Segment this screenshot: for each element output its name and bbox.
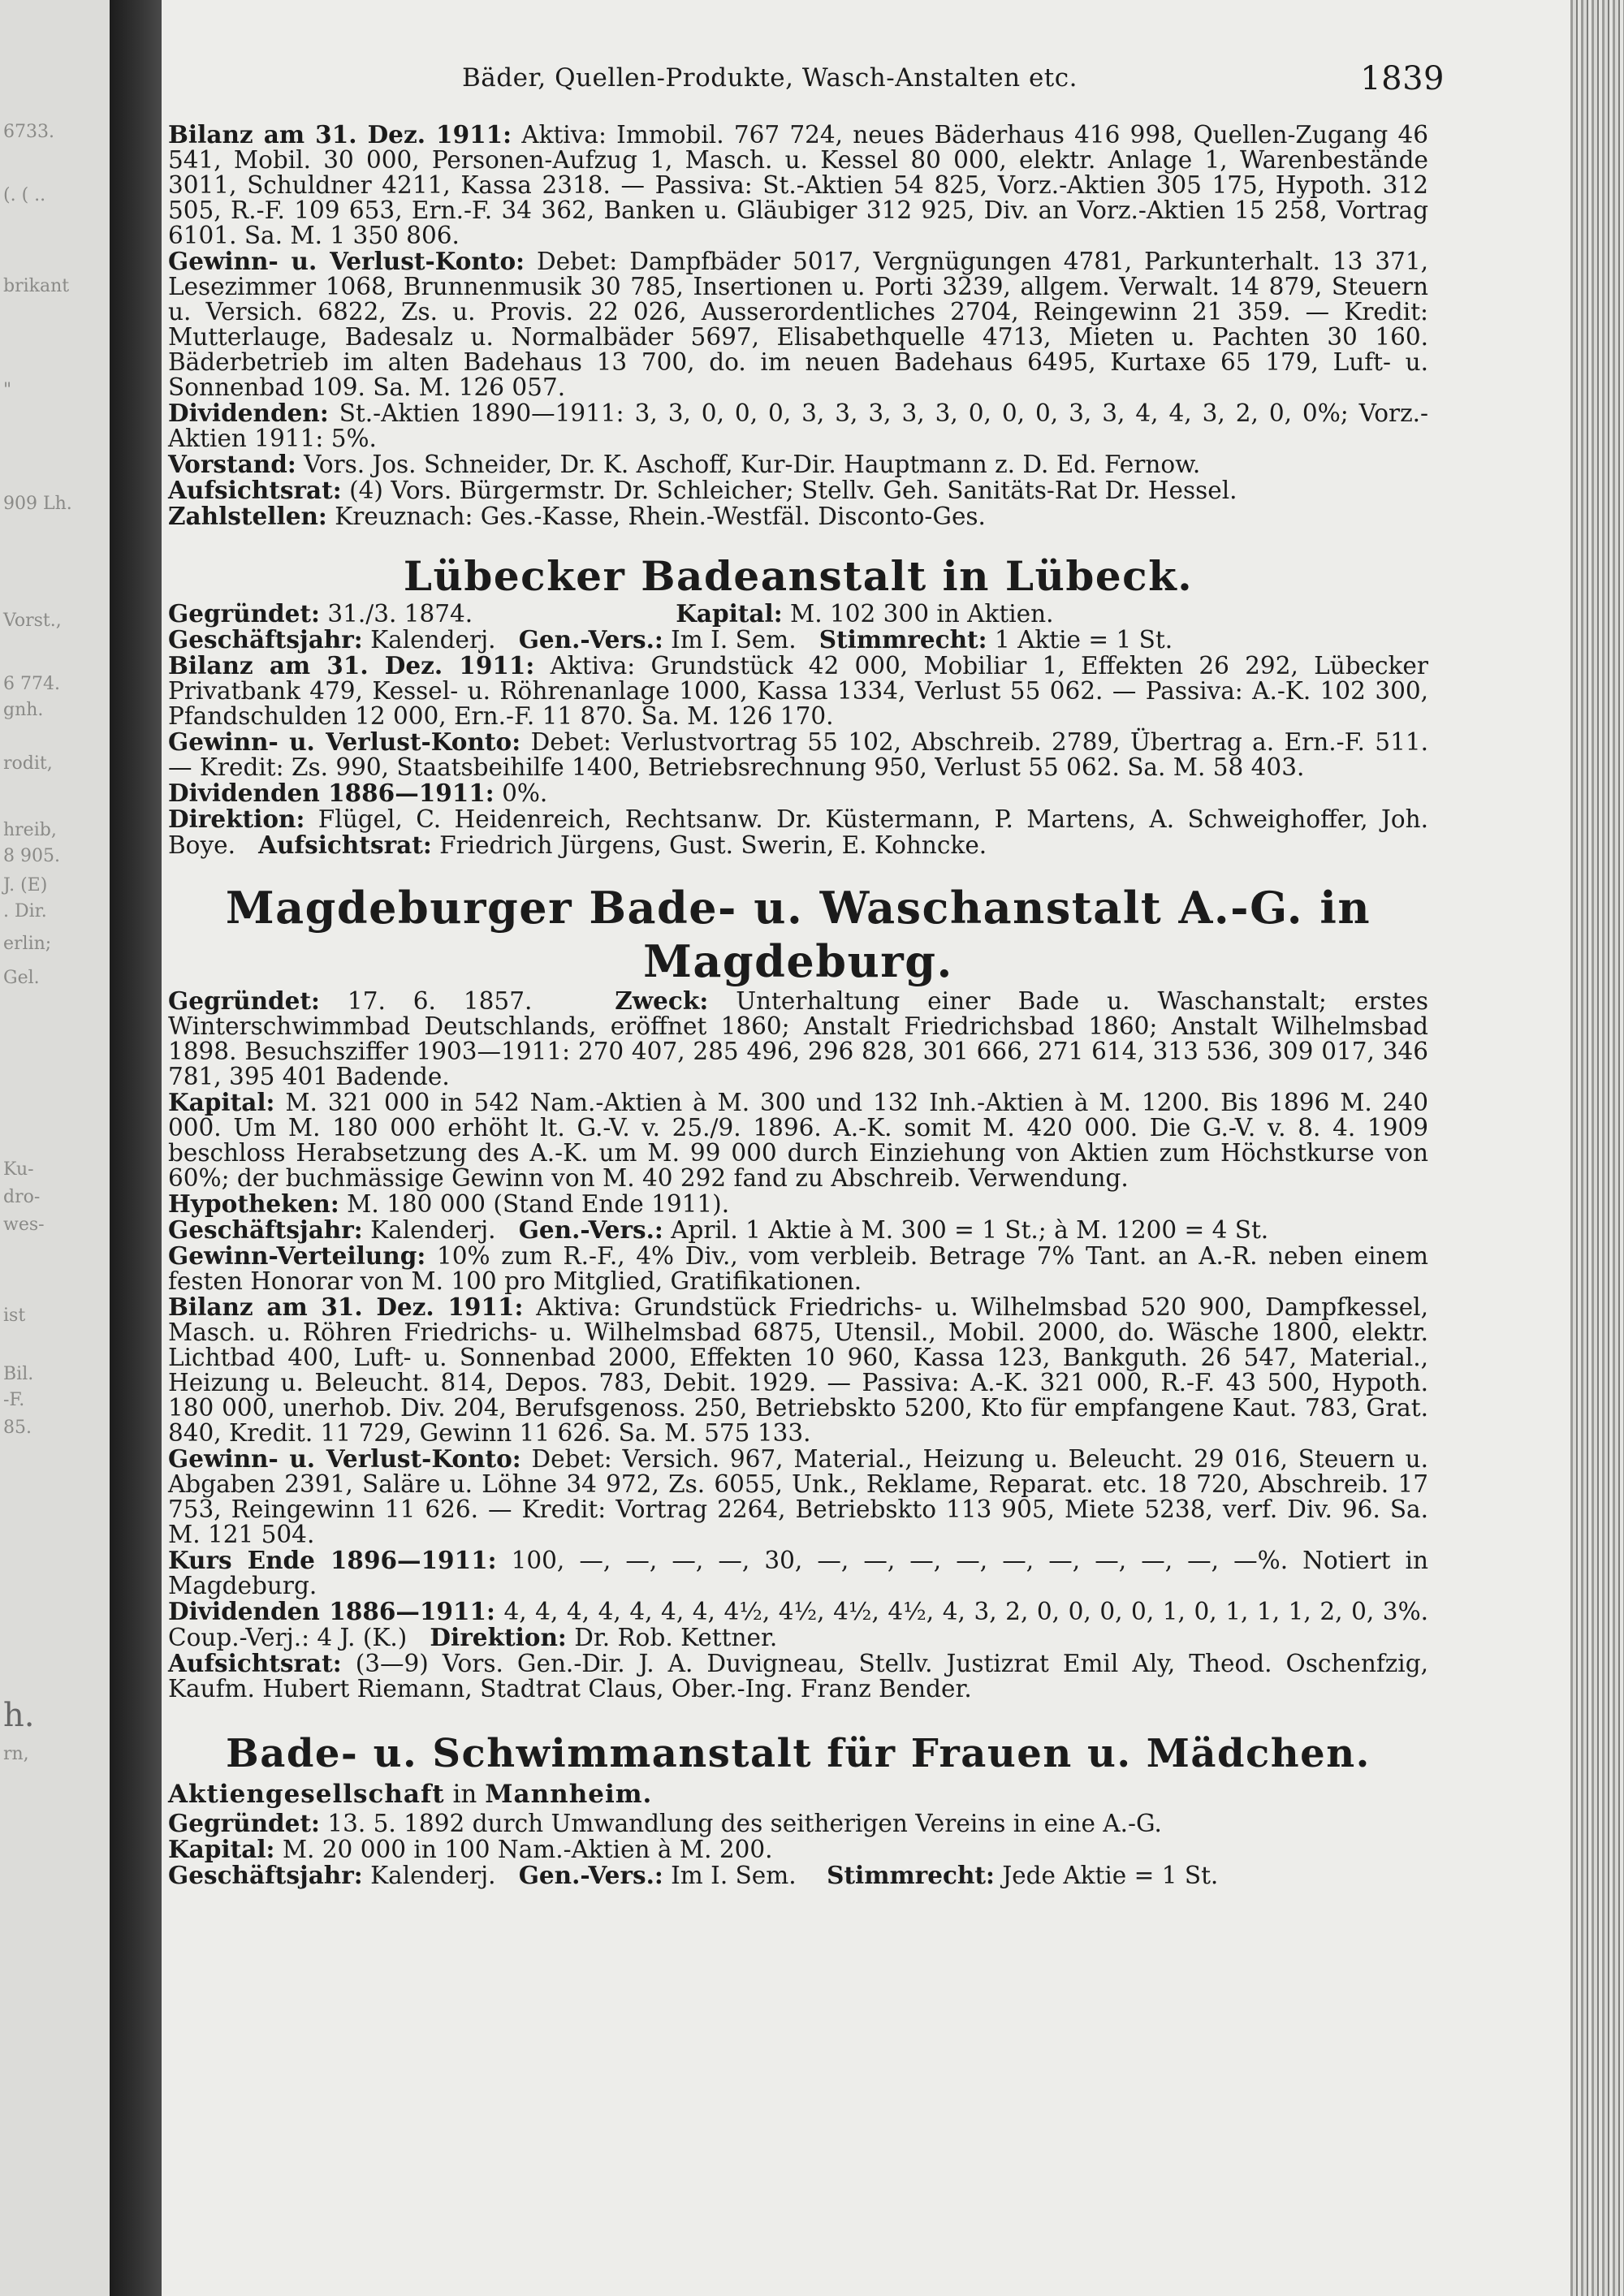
margin-fragment: rn, [3,1744,29,1764]
genvers-text: Im I. Sem. [671,1862,797,1889]
margin-fragment: 6733. [3,122,54,142]
page-number: 1839 [1360,60,1445,97]
kapital-paragraph [168,1836,1428,1862]
hypotheken-label: Hypotheken: [168,1189,339,1218]
entry-mannheim [168,1729,1428,1888]
kapital-label: Kapital: [168,1835,275,1863]
margin-fragment: Vorst., [3,611,62,631]
gegruendet-label: Gegründet: [168,1809,320,1837]
margin-fragment: h. [3,1697,35,1734]
company-heading: Lübecker Badeanstalt in Lübeck. [403,552,1194,600]
gewinn-paragraph [168,248,1428,400]
stimmrecht-label: Stimmrecht: [827,1861,995,1889]
left-page-margin [0,0,110,2296]
book-spine-shadow [110,0,162,2296]
section-gap [168,1702,1428,1729]
company-heading: Bade- u. Schwimmanstalt für Frauen u. Mädchen. [226,1731,1371,1776]
hypotheken-paragraph [168,1191,1428,1217]
gegruendet-text: 31./3. 1874. [327,600,473,628]
bilanz-label: Bilanz am 31. Dez. 1911: [168,1293,524,1321]
entry-continued [168,122,1428,529]
dividenden-paragraph [168,1599,1428,1651]
kapital-text: M. 321 000 in 542 Nam.-Aktien à M. 300 und 132 Inh.-Aktien à M. 1200. Bis 1896 M. 240 000. Um M. 180 000 erhöht lt. G.-V. v. 25./9. 1896. A.-K. somit M. 420 000. Die G.-V. v. 8. 4. 1909 beschloss Herabsetzung des A.-K. um M. 99 000 durch Einziehung von Aktien zum Höchstkurse von 60%; der buchmässige Gewinn von M. 40 292 fand zu Abschreib. Verwendung. [168,1089,1428,1192]
aufsichtsrat-label: Aufsichtsrat: [168,1649,342,1677]
subtitle-legal-form: Aktiengesellschaft [168,1780,445,1809]
direktion-label: Direktion: [430,1623,567,1651]
margin-fragment: J. (E) [3,875,48,896]
bilanz-label: Bilanz am 31. Dez. 1911: [168,120,512,149]
section-gap [168,858,1428,881]
aufsichtsrat-paragraph [168,1651,1428,1702]
section-gap [168,529,1428,552]
zweck-label: Zweck: [615,986,709,1015]
margin-fragment: Gel. [3,968,40,988]
margin-fragment: (. ( .. [3,185,46,205]
gewinn-label: Gewinn- u. Verlust-Konto: [168,247,525,275]
aufsichtsrat-text: (3—9) Vors. Gen.-Dir. J. A. Duvigneau, Stellv. Justizrat Emil Aly, Theod. Oschenfzig, Kaufm. Hubert Riemann, Stadtrat Claus, Ober.-Ing. Franz Bender. [168,1650,1428,1703]
page-content [168,122,1428,1888]
dividenden-text: 4, 4, 4, 4, 4, 4, 4, 4½, 4½, 4½, 4½, 4, 3, 2, 0, 0, 0, 0, 1, 0, 1, 1, 1, 2, 0, 3%. Coup.-Verj.: 4 J. (K.) [168,1598,1428,1651]
direktion-text: Flügel, C. Heidenreich, Rechtsanw. Dr. Küstermann, P. Martens, A. Schweighoffer, Joh. Boye. [168,805,1428,859]
dividenden-paragraph [168,400,1428,451]
kapital-label: Kapital: [168,1088,275,1116]
margin-fragment: Ku- [3,1159,34,1180]
bilanz-text: Aktiva: Immobil. 767 724, neues Bäderhaus 416 998, Quellen-Zugang 46 541, Mobil. 30 000, Personen-Aufzug 1, Masch. u. Kessel 80 000, elektr. Anlage 1, Warenbestände 3011, Schuldner 4211, Kassa 2318. — Passiva: St.-Aktien 54 825, Vorz.-Aktien 305 175, Hypoth. 312 505, R.-F. 109 653, Ern.-F. 34 362, Banken u. Gläubiger 312 925, Div. an Vorz.-Aktien 15 258, Vortrag 6101. Sa. M. 1 350 806. [168,121,1428,249]
bilanz-label: Bilanz am 31. Dez. 1911: [168,651,535,680]
margin-fragment: 85. [3,1418,32,1438]
margin-fragment: -F. [3,1390,25,1410]
margin-fragment: hreib, [3,820,57,840]
genvers-text: April. 1 Aktie à M. 300 = 1 St.; à M. 1200 = 4 St. [671,1216,1269,1244]
margin-fragment: brikant [3,276,70,296]
direktion-text: Dr. Rob. Kettner. [574,1624,778,1651]
kapital-text: M. 102 300 in Aktien. [790,600,1054,628]
direktion-label: Direktion: [168,805,305,833]
aufsichtsrat-label: Aufsichtsrat: [258,831,432,859]
vorstand-text: Vors. Jos. Schneider, Dr. K. Aschoff, Kur-Dir. Hauptmann z. D. Ed. Fernow. [304,451,1201,478]
gegruendet-text: 17. 6. 1857. [347,987,533,1015]
gegruendet-paragraph [168,988,1428,1090]
kapital-paragraph [168,1090,1428,1191]
geschaeftsjahr-label: Geschäftsjahr: [168,1861,363,1889]
zahlstellen-text: Kreuznach: Ges.-Kasse, Rhein.-Westfäl. Disconto-Ges. [335,503,986,530]
stimmrecht-label: Stimmrecht: [818,625,987,654]
geschaeftsjahr-text: Kalenderj. [370,626,496,654]
margin-fragment: 6 774. [3,674,60,694]
dividenden-text: 0%. [502,779,548,807]
margin-fragment: 8 905. [3,846,60,866]
dividenden-label: Dividenden: [168,399,329,427]
subtitle-city: Mannheim. [485,1780,653,1809]
kurs-paragraph [168,1547,1428,1599]
kapital-text: M. 20 000 in 100 Nam.-Aktien à M. 200. [282,1836,773,1863]
geschaeftsjahr-paragraph [168,1862,1428,1888]
company-heading: Magdeburger Bade- u. Waschanstalt A.-G. in Magdeburg. [225,882,1371,987]
dividenden-text: St.-Aktien 1890—1911: 3, 3, 0, 0, 0, 3, 3, 3, 3, 3, 0, 0, 0, 3, 3, 4, 4, 3, 2, 0, 0%; Vorz.-Aktien 1911: 5%. [168,399,1428,452]
genvers-label: Gen.-Vers.: [518,625,663,654]
genvers-text: Im I. Sem. [671,626,797,654]
geschaeftsjahr-label: Geschäftsjahr: [168,625,363,654]
vorstand-paragraph [168,451,1428,477]
bilanz-paragraph [168,1294,1428,1446]
margin-fragment: wes- [3,1215,45,1235]
vorstand-label: Vorstand: [168,450,296,478]
bilanz-paragraph [168,653,1428,729]
margin-fragment: . Dir. [3,901,47,921]
bilanz-paragraph [168,122,1428,248]
kurs-label: Kurs Ende 1896—1911: [168,1546,497,1574]
margin-fragment: gnh. [3,700,44,720]
margin-fragment: dro- [3,1187,41,1207]
zahlstellen-paragraph [168,503,1428,529]
genvers-label: Gen.-Vers.: [518,1861,663,1889]
dividenden-paragraph [168,780,1428,806]
hypotheken-text: M. 180 000 (Stand Ende 1911). [347,1190,730,1218]
direktion-paragraph [168,806,1428,858]
kurs-text: 100, —, —, —, —, 30, —, —, —, —, —, —, —, —, —, —%. Notiert in Magdeburg. [168,1547,1428,1599]
bilanz-text: Aktiva: Grundstück 42 000, Mobiliar 1, Effekten 26 292, Lübecker Privatbank 479, Kessel- u. Röhrenanlage 1000, Kassa 1334, Verlust 55 062. — Passiva: A.-K. 102 300, Pfandschulden 12 000, Ern.-F. 11 870. Sa. M. 126 170. [168,652,1428,730]
margin-fragment: erlin; [3,934,52,954]
margin-fragment: 909 Lh. [3,494,72,514]
geschaeftsjahr-text: Kalenderj. [370,1216,496,1244]
margin-fragment: rodit, [3,753,53,774]
stimmrecht-text: 1 Aktie = 1 St. [994,626,1173,654]
dividenden-label: Dividenden 1886—1911: [168,779,495,807]
aufsichtsrat-label: Aufsichtsrat: [168,476,342,504]
gegruendet-paragraph [168,1810,1428,1836]
verteilung-paragraph [168,1243,1428,1294]
aufsichtsrat-text: (4) Vors. Bürgermstr. Dr. Schleicher; Stellv. Geh. Sanitäts-Rat Dr. Hessel. [349,477,1237,504]
gegruendet-label: Gegründet: [168,986,320,1015]
page-edge-stack [1570,0,1624,2296]
genvers-label: Gen.-Vers.: [518,1215,663,1244]
gewinn-text: Debet: Verlustvortrag 55 102, Abschreib. 2789, Übertrag a. Ern.-F. 511. — Kredit: Zs. 990, Staatsbeihilfe 1400, Betriebsrechnung 950, Verlust 55 062. Sa. M. 58 403. [168,728,1428,781]
subtitle-in: in [452,1780,477,1809]
margin-fragment: ist [3,1306,26,1326]
zahlstellen-label: Zahlstellen: [168,502,327,530]
verteilung-text: 10% zum R.-F., 4% Div., vom verbleib. Betrage 7% Tant. an A.-R. neben einem festen Honorar von M. 100 pro Mitglied, Gratifikationen. [168,1242,1428,1295]
gegruendet-label: Gegründet: [168,599,320,628]
dividenden-label: Dividenden 1886—1911: [168,1597,495,1625]
gewinn-label: Gewinn- u. Verlust-Konto: [168,727,521,756]
gewinn-paragraph [168,729,1428,780]
running-title: Bäder, Quellen-Produkte, Wasch-Anstalten etc. [462,63,1078,93]
company-subtitle [168,1778,1428,1810]
kapital-label: Kapital: [676,599,783,628]
gegruendet-paragraph [168,601,1428,627]
geschaeftsjahr-paragraph [168,627,1428,653]
geschaeftsjahr-paragraph [168,1217,1428,1243]
zweck-text: Unterhaltung einer Bade u. Waschanstalt; erstes Winterschwimmbad Deutschlands, eröffnet 1860; Anstalt Friedrichsbad 1860; Anstalt Wilhelmsbad 1898. Besuchsziffer 1903—1911: 270 407, 285 496, 296 828, 301 666, 271 614, 313 536, 309 017, 346 781, 395 401 Badende. [168,987,1428,1090]
aufsichtsrat-paragraph [168,477,1428,503]
verteilung-label: Gewinn-Verteilung: [168,1241,426,1270]
aufsichtsrat-text: Friedrich Jürgens, Gust. Swerin, E. Kohncke. [439,831,987,859]
gewinn-label: Gewinn- u. Verlust-Konto: [168,1444,521,1473]
gewinn-text: Debet: Versich. 967, Material., Heizung u. Beleucht. 29 016, Steuern u. Abgaben 2391, Saläre u. Löhne 34 972, Zs. 6055, Unk., Reklame, Reparat. etc. 18 720, Abschreib. 17 753, Reingewinn 11 626. — Kredit: Vortrag 2264, Betriebskto 113 905, Miete 5238, verf. Div. 96. Sa. M. 121 504. [168,1445,1428,1548]
stimmrecht-text: Jede Aktie = 1 St. [1002,1862,1219,1889]
margin-fragment: " [3,380,12,400]
geschaeftsjahr-label: Geschäftsjahr: [168,1215,363,1244]
bilanz-text: Aktiva: Grundstück Friedrichs- u. Wilhelmsbad 520 900, Dampfkessel, Masch. u. Röhren Friedrichs- u. Wilhelmsbad 6875, Utensil., Mobil. 2000, do. Wäsche 1800, elektr. Lichtbad 400, Luft- u. Sonnenbad 2000, Effekten 10 960, Kassa 123, Bankguth. 26 547, Material., Heizung u. Beleucht. 814, Depos. 783, Debit. 1929. — Passiva: A.-K. 321 000, R.-F. 43 500, Hypoth. 180 000, unerhob. Div. 204, Berufsgenoss. 250, Betriebskto 5200, Kto für empfangene Kaut. 783, Grat. 840, Kredit. 11 729, Gewinn 11 626. Sa. M. 575 133. [168,1293,1428,1447]
geschaeftsjahr-text: Kalenderj. [370,1862,496,1889]
gewinn-paragraph [168,1446,1428,1547]
gegruendet-text: 13. 5. 1892 durch Umwandlung des seitherigen Vereins in eine A.-G. [327,1810,1162,1837]
gewinn-text: Debet: Dampfbäder 5017, Vergnügungen 4781, Parkunterhalt. 13 371, Lesezimmer 1068, Brunnenmusik 30 785, Insertionen u. Porti 3239, allgem. Verwalt. 14 879, Steuern u. Versich. 6822, Zs. u. Provis. 22 026, Ausserordentliches 2704, Reingewinn 21 359. — Kredit: Mutterlauge, Badesalz u. Normalbäder 5697, Elisabethquelle 4713, Mieten u. Pachten 30 160. Bäderbetrieb im alten Badehaus 13 700, do. im neuen Badehaus 6495, Kurtaxe 65 179, Luft- u. Sonnenbad 109. Sa. M. 126 057. [168,248,1428,401]
margin-fragment: Bil. [3,1364,34,1384]
entry-magdeburg [168,881,1428,1702]
entry-luebeck [168,552,1428,858]
